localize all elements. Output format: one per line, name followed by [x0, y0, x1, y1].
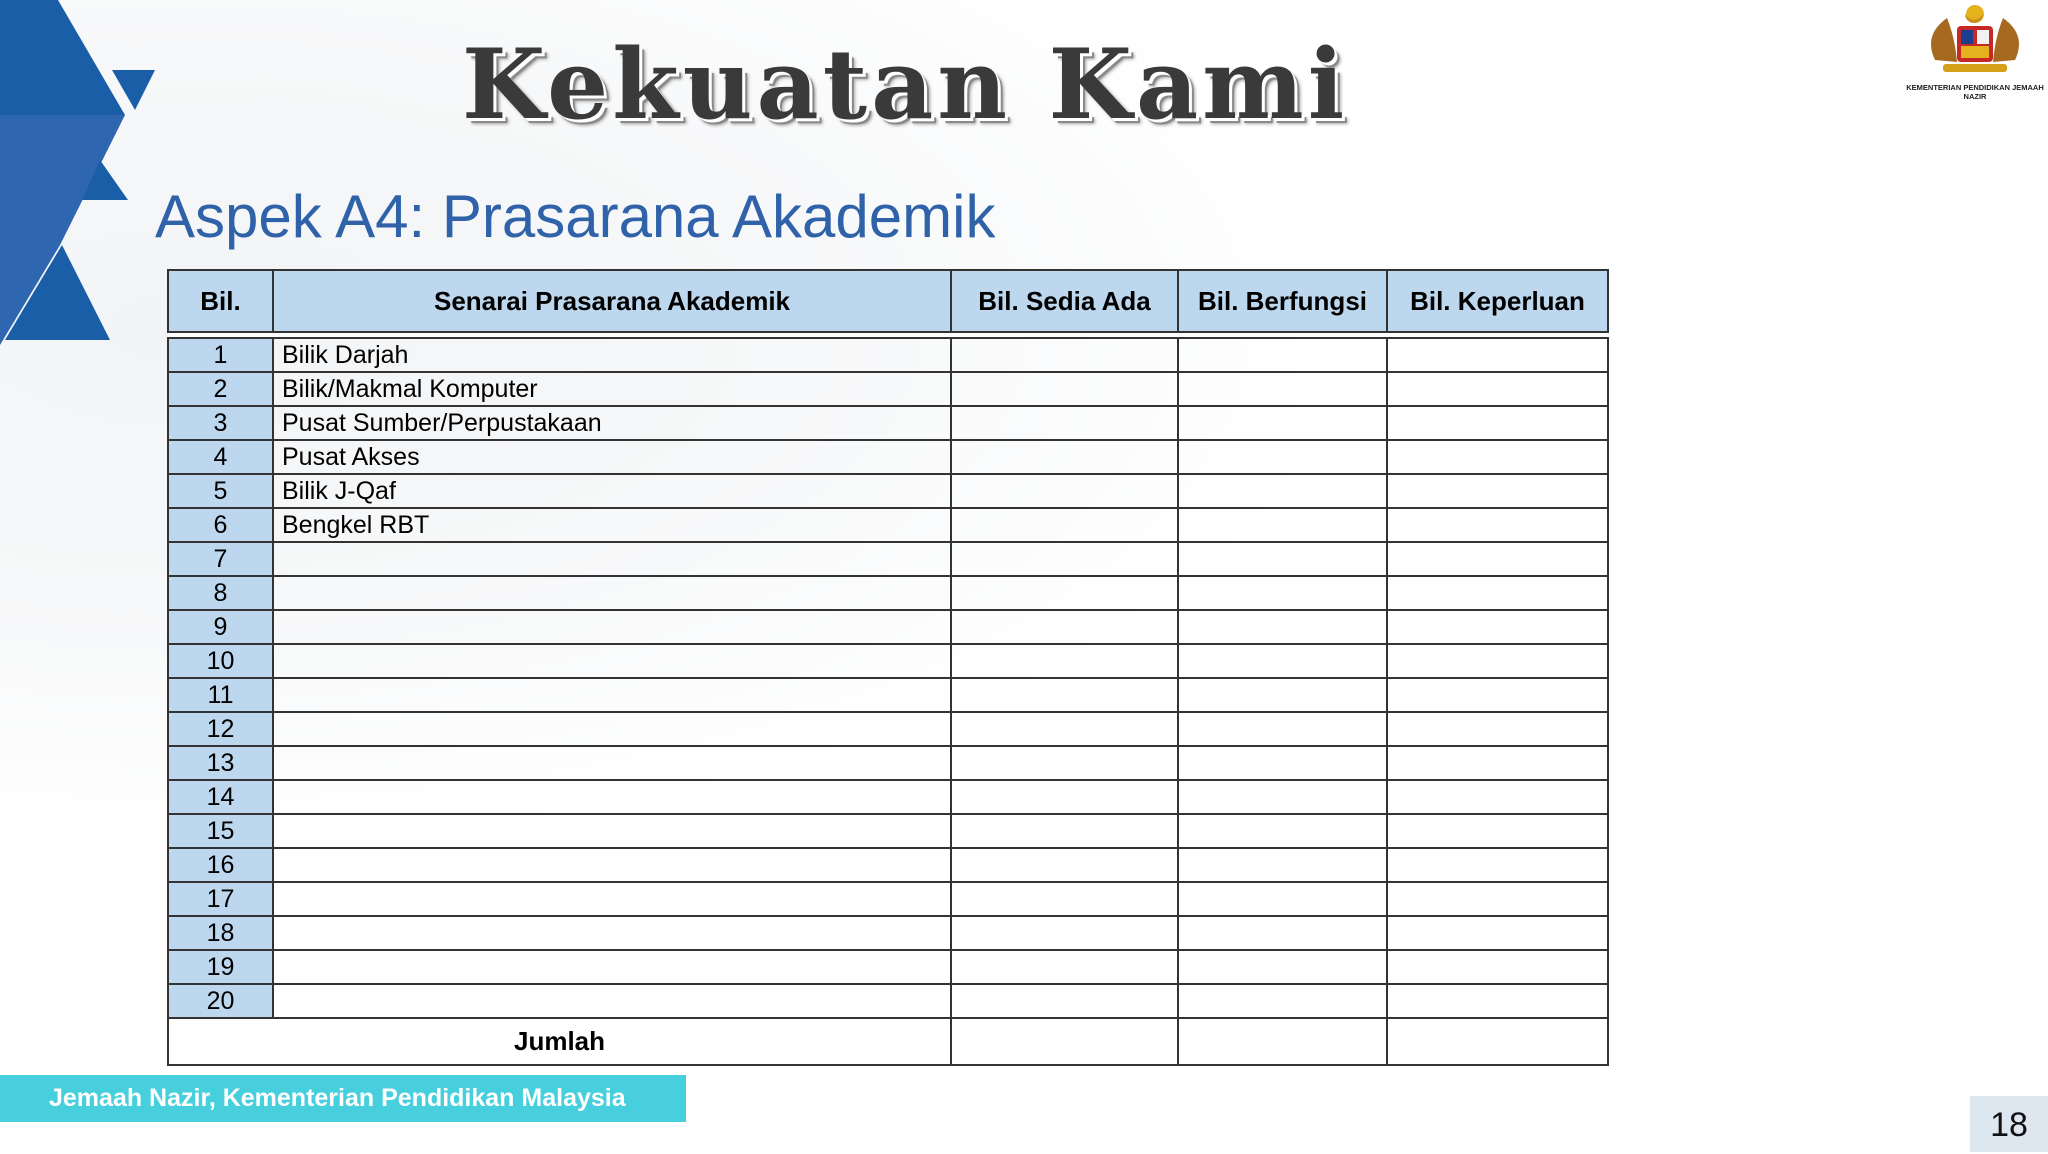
table-row [168, 338, 1608, 372]
table-row [168, 542, 1608, 576]
cell-keperluan [1387, 848, 1608, 882]
cell-berfungsi [1178, 950, 1387, 984]
table-row [168, 678, 1608, 712]
table-row [168, 644, 1608, 678]
row-item-name [273, 882, 951, 916]
row-number: 16 [168, 848, 273, 882]
table-row [168, 950, 1608, 984]
header-berfungsi: Bil. Berfungsi [1178, 270, 1387, 332]
cell-berfungsi [1178, 542, 1387, 576]
table-row [168, 406, 1608, 440]
cell-keperluan [1387, 712, 1608, 746]
table-row [168, 780, 1608, 814]
table-row [168, 814, 1608, 848]
cell-berfungsi [1178, 712, 1387, 746]
cell-sedia-ada [951, 406, 1178, 440]
table-row [168, 848, 1608, 882]
cell-keperluan [1387, 542, 1608, 576]
row-item-name [273, 746, 951, 780]
cell-sedia-ada [951, 984, 1178, 1018]
row-number: 7 [168, 542, 273, 576]
row-item-name: Bilik Darjah [273, 338, 951, 372]
cell-berfungsi [1178, 678, 1387, 712]
footer-organization: Jemaah Nazir, Kementerian Pendidikan Malaysia [0, 1075, 686, 1122]
cell-sedia-ada [951, 712, 1178, 746]
page-number: 18 [1970, 1096, 2048, 1152]
row-number: 2 [168, 372, 273, 406]
cell-keperluan [1387, 814, 1608, 848]
logo-caption: KEMENTERIAN PENDIDIKAN JEMAAH NAZIR [1906, 83, 2044, 101]
cell-berfungsi [1178, 576, 1387, 610]
table-row [168, 440, 1608, 474]
row-number: 1 [168, 338, 273, 372]
cell-berfungsi [1178, 814, 1387, 848]
infrastructure-table [167, 269, 1609, 1066]
cell-keperluan [1387, 746, 1608, 780]
cell-berfungsi [1178, 916, 1387, 950]
row-item-name: Bilik J-Qaf [273, 474, 951, 508]
cell-sedia-ada [951, 746, 1178, 780]
cell-keperluan [1387, 372, 1608, 406]
cell-berfungsi [1178, 474, 1387, 508]
row-item-name [273, 814, 951, 848]
slide-title: Kekuatan Kami [461, 28, 1349, 141]
row-item-name [273, 542, 951, 576]
cell-berfungsi [1178, 610, 1387, 644]
cell-sedia-ada [951, 814, 1178, 848]
cell-sedia-ada [951, 372, 1178, 406]
cell-sedia-ada [951, 576, 1178, 610]
row-item-name [273, 848, 951, 882]
cell-berfungsi [1178, 508, 1387, 542]
cell-sedia-ada [951, 508, 1178, 542]
row-number: 5 [168, 474, 273, 508]
total-sedia-ada [951, 1018, 1178, 1065]
row-number: 17 [168, 882, 273, 916]
row-item-name: Bilik/Makmal Komputer [273, 372, 951, 406]
cell-sedia-ada [951, 542, 1178, 576]
row-item-name [273, 984, 951, 1018]
cell-keperluan [1387, 644, 1608, 678]
row-number: 9 [168, 610, 273, 644]
row-item-name: Pusat Akses [273, 440, 951, 474]
table-header-row [168, 270, 1608, 332]
cell-berfungsi [1178, 882, 1387, 916]
table-row [168, 576, 1608, 610]
table-row [168, 746, 1608, 780]
cell-sedia-ada [951, 950, 1178, 984]
cell-berfungsi [1178, 848, 1387, 882]
cell-keperluan [1387, 984, 1608, 1018]
cell-sedia-ada [951, 678, 1178, 712]
row-number: 13 [168, 746, 273, 780]
cell-berfungsi [1178, 406, 1387, 440]
row-number: 3 [168, 406, 273, 440]
cell-keperluan [1387, 406, 1608, 440]
cell-sedia-ada [951, 474, 1178, 508]
row-item-name: Pusat Sumber/Perpustakaan [273, 406, 951, 440]
cell-keperluan [1387, 338, 1608, 372]
row-number: 4 [168, 440, 273, 474]
cell-berfungsi [1178, 644, 1387, 678]
row-number: 6 [168, 508, 273, 542]
header-bil: Bil. [168, 270, 273, 332]
cell-keperluan [1387, 916, 1608, 950]
total-row [168, 1018, 1608, 1065]
header-keperluan: Bil. Keperluan [1387, 270, 1608, 332]
total-label: Jumlah [168, 1018, 951, 1065]
cell-keperluan [1387, 576, 1608, 610]
cell-sedia-ada [951, 338, 1178, 372]
table-row [168, 508, 1608, 542]
total-keperluan [1387, 1018, 1608, 1065]
row-item-name [273, 678, 951, 712]
row-number: 15 [168, 814, 273, 848]
table-row [168, 984, 1608, 1018]
row-number: 10 [168, 644, 273, 678]
cell-sedia-ada [951, 780, 1178, 814]
row-number: 12 [168, 712, 273, 746]
cell-keperluan [1387, 610, 1608, 644]
cell-berfungsi [1178, 440, 1387, 474]
table-row [168, 882, 1608, 916]
total-berfungsi [1178, 1018, 1387, 1065]
cell-keperluan [1387, 474, 1608, 508]
row-item-name [273, 916, 951, 950]
row-item-name [273, 712, 951, 746]
cell-sedia-ada [951, 882, 1178, 916]
row-number: 11 [168, 678, 273, 712]
row-number: 8 [168, 576, 273, 610]
row-number: 19 [168, 950, 273, 984]
row-item-name [273, 950, 951, 984]
cell-sedia-ada [951, 610, 1178, 644]
cell-berfungsi [1178, 338, 1387, 372]
row-number: 20 [168, 984, 273, 1018]
table-row [168, 712, 1608, 746]
header-senarai: Senarai Prasarana Akademik [273, 270, 951, 332]
cell-berfungsi [1178, 746, 1387, 780]
row-item-name [273, 644, 951, 678]
table-row [168, 372, 1608, 406]
cell-keperluan [1387, 678, 1608, 712]
cell-keperluan [1387, 882, 1608, 916]
cell-berfungsi [1178, 372, 1387, 406]
cell-sedia-ada [951, 440, 1178, 474]
table-row [168, 610, 1608, 644]
row-number: 18 [168, 916, 273, 950]
cell-berfungsi [1178, 780, 1387, 814]
cell-keperluan [1387, 780, 1608, 814]
row-item-name [273, 780, 951, 814]
row-item-name: Bengkel RBT [273, 508, 951, 542]
slide-subtitle: Aspek A4: Prasarana Akademik [155, 183, 996, 250]
row-item-name [273, 610, 951, 644]
cell-sedia-ada [951, 848, 1178, 882]
cell-sedia-ada [951, 644, 1178, 678]
cell-berfungsi [1178, 984, 1387, 1018]
cell-keperluan [1387, 440, 1608, 474]
table-row [168, 474, 1608, 508]
table-row [168, 916, 1608, 950]
cell-keperluan [1387, 508, 1608, 542]
cell-keperluan [1387, 950, 1608, 984]
header-sedia-ada: Bil. Sedia Ada [951, 270, 1178, 332]
row-item-name [273, 576, 951, 610]
row-number: 14 [168, 780, 273, 814]
cell-sedia-ada [951, 916, 1178, 950]
